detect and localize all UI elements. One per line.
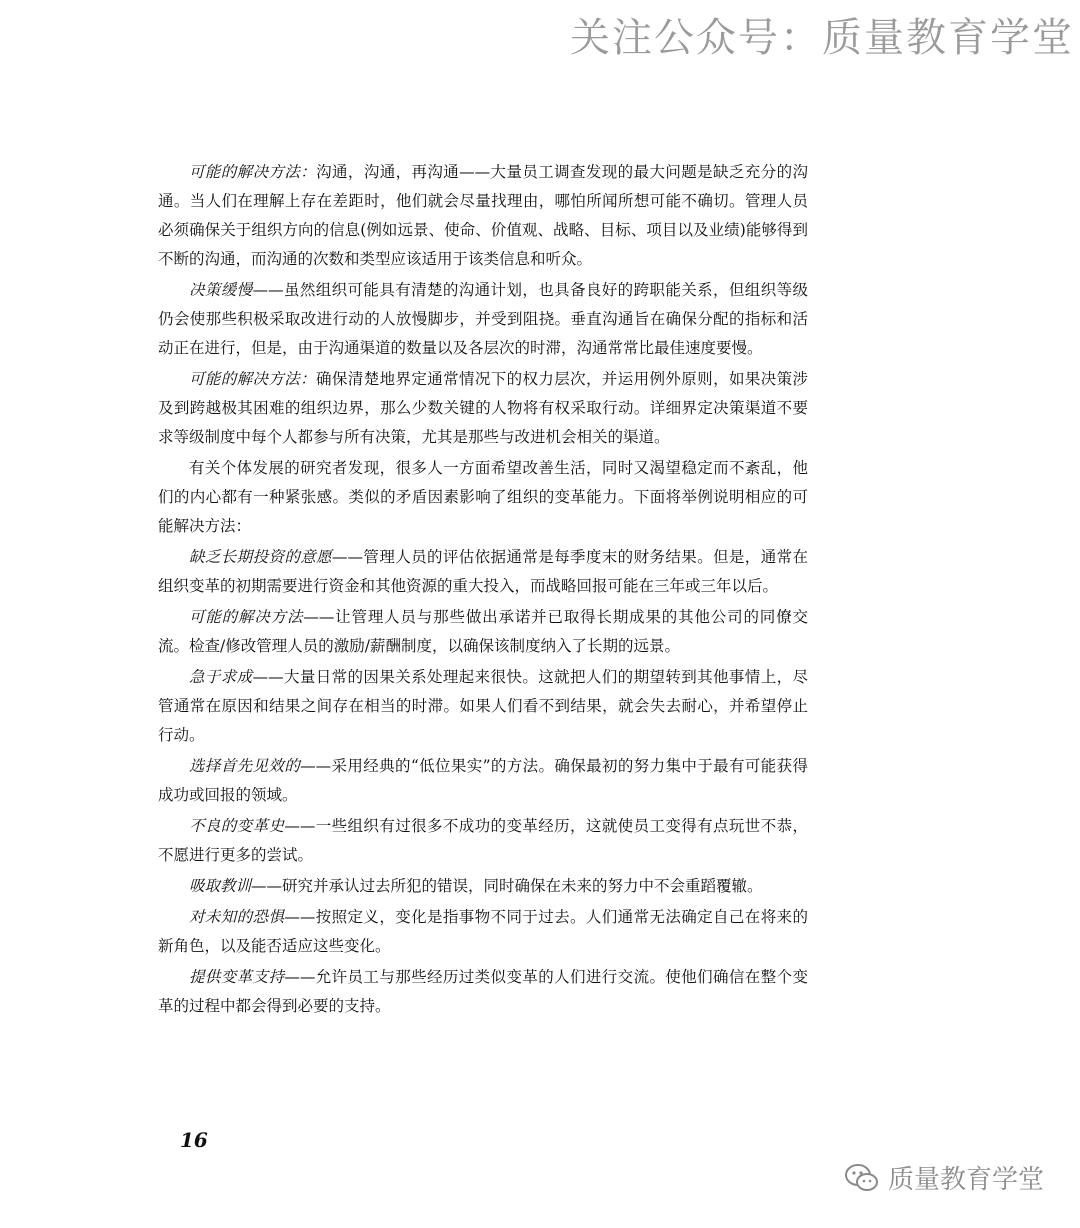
- paragraph-lead: 可能的解决方法: [189, 608, 304, 626]
- paragraph: [158, 454, 808, 541]
- header-watermark: 关注公众号：质量教育学堂: [570, 15, 1074, 61]
- paragraph-text: ——研究并承认过去所犯的错误，同时确保在未来的努力中不会重蹈覆辙。: [251, 877, 763, 895]
- paragraph-text: 有关个体发展的研究者发现，很多人一方面希望改善生活，同时又渴望稳定而不紊乱，他们的内心都有一种紧张感。类似的矛盾因素影响了组织的变革能力。下面将举例说明相应的可能解决方法：: [158, 459, 808, 535]
- document-body: [158, 158, 808, 1023]
- paragraph: [158, 812, 808, 870]
- page-number: 16: [180, 1128, 208, 1152]
- paragraph-text: 确保清楚地界定通常情况下的权力层次，并运用例外原则，如果决策涉及到跨越极其困难的组织边界，那么少数关键的人物将有权采取行动。详细界定决策渠道不要求等级制度中每个人都参与所有决策，尤其是那些与改进机会相关的渠道。: [158, 370, 808, 446]
- paragraph-text: ——采用经典的“低位果实”的方法。确保最初的努力集中于最有可能获得成功或回报的领域。: [158, 757, 808, 804]
- paragraph-lead: 缺乏长期投资的意愿: [189, 548, 333, 566]
- footer-watermark-text: 质量教育学堂: [887, 1165, 1044, 1195]
- paragraph: [158, 903, 808, 961]
- paragraph-text: ——大量日常的因果关系处理起来很快。这就把人们的期望转到其他事情上，尽管通常在原因和结果之间存在相当的时滞。如果人们看不到结果，就会失去耐心，并希望停止行动。: [158, 668, 808, 744]
- paragraph-text: ——按照定义，变化是指事物不同于过去。人们通常无法确定自己在将来的新角色，以及能否适应这些变化。: [158, 908, 808, 955]
- paragraph: [158, 365, 808, 452]
- paragraph-lead: 急于求成: [189, 668, 253, 686]
- paragraph: [158, 543, 808, 601]
- paragraph-lead: 提供变革支持: [189, 968, 285, 986]
- paragraph-text: ——让管理人员与那些做出承诺并已取得长期成果的其他公司的同僚交流。检查/修改管理人员的激励/薪酬制度，以确保该制度纳入了长期的远景。: [158, 608, 808, 655]
- paragraph: [158, 663, 808, 750]
- paragraph: [158, 963, 808, 1021]
- paragraph-lead: 不良的变革史: [189, 817, 285, 835]
- paragraph-lead: 可能的解决方法：: [189, 163, 317, 181]
- footer-watermark: [844, 1159, 1044, 1196]
- paragraph: [158, 158, 808, 274]
- paragraph-lead: 对未知的恐惧: [189, 908, 285, 926]
- paragraph-text: ——管理人员的评估依据通常是每季度末的财务结果。但是，通常在组织变革的初期需要进行资金和其他资源的重大投入，而战略回报可能在三年或三年以后。: [158, 548, 808, 595]
- paragraph: [158, 603, 808, 661]
- wechat-icon: [844, 1163, 880, 1193]
- paragraph-lead: 吸取教训: [189, 877, 252, 895]
- paragraph-text: ——允许员工与那些经历过类似变革的人们进行交流。使他们确信在整个变革的过程中都会得到必要的支持。: [158, 968, 808, 1015]
- paragraph-lead: 选择首先见效的: [189, 757, 301, 775]
- paragraph-text: ——虽然组织可能具有清楚的沟通计划，也具备良好的跨职能关系，但组织等级仍会使那些积极采取改进行动的人放慢脚步，并受到阻挠。垂直沟通旨在确保分配的指标和活动正在进行，但是，由于沟通渠道的数量以及各层次的时滞，沟通常常比最佳速度要慢。: [158, 281, 808, 357]
- paragraph-lead: 决策缓慢: [189, 281, 253, 299]
- paragraph-lead: 可能的解决方法：: [189, 370, 317, 388]
- paragraph-text: 沟通，沟通，再沟通——大量员工调查发现的最大问题是缺乏充分的沟通。当人们在理解上存在差距时，他们就会尽量找理由，哪怕所闻所想可能不确切。管理人员必须确保关于组织方向的信息(例如远景、使命、价值观、战略、目标、项目以及业绩)能够得到不断的沟通，而沟通的次数和类型应该适用于该类信息和听众。: [158, 163, 808, 268]
- paragraph-text: ——一些组织有过很多不成功的变革经历，这就使员工变得有点玩世不恭，不愿进行更多的尝试。: [158, 817, 808, 864]
- paragraph: [158, 276, 808, 363]
- paragraph: [158, 872, 808, 901]
- paragraph: [158, 752, 808, 810]
